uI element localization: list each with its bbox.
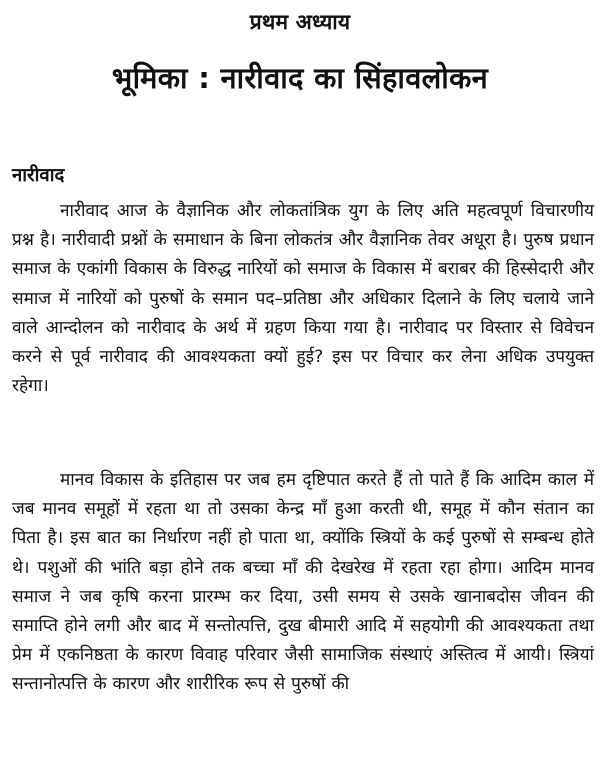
paragraph-1: नारीवाद आज के वैज्ञानिक और लोकतांत्रिक युग के लिए अति महत्वपूर्ण विचारणीय प्रश्न है। नारीवादी प्रश्नों के समाधान के बिना लोकतंत्र और वैज्ञानिक तेवर अधूरा है। पुरुष प्रधान समाज के एकांगी विकास के विरुद्ध नारियों को समाज के विकास में बराबर की हिस्सेदारी और समाज में नारियों को पुरुषों के समान पद–प्रतिष्ठा और अधिकार दिलाने के लिए चलाये जाने वाले आन्दोलन को नारीवाद के अर्थ में ग्रहण किया गया है। नारीवाद पर विस्तार से विवेचन करने से पूर्व नारीवाद की आवश्यकता क्यों हुई? इस पर विचार कर लेना अधिक उपयुक्त रहेगा। [12,201,594,397]
paragraph-2: मानव विकास के इतिहास पर जब हम दृष्टिपात करते हैं तो पाते हैं कि आदिम काल में जब मानव समूहों में रहता था तो उसका केन्द्र माँ हुआ करती थी, समूह में कौन संतान का पिता है। इस बात का निर्धारण नहीं हो पाता था, क्योंकि स्त्रियों के कई पुरुषों से सम्बन्ध होते थे। पशुओं की भांति बड़ा होने तक बच्चा माँ की देखरेख में रहता रहा होगा। आदिम मानव समाज ने जब कृषि करना प्रारम्भ कर दिया, उसी समय से उसके खानाबदोस जीवन की समाप्ति होने लगी और बाद में सन्तोत्पत्ति, दुख बीमारी आदि में सहयोगी की आवश्यकता तथा प्रेम में एकनिष्ठता के कारण विवाह परिवार जैसी सामाजिक संस्थाएं अस्तित्व में आयी। स्त्रियां सन्तानोत्पत्ति के कारण और शारीरिक रूप से पुरुषों की [12,470,594,695]
page-title: भूमिका : नारीवाद का सिंहावलोकन [111,61,489,95]
section-heading: नारीवाद [12,165,65,186]
chapter-label: प्रथम अध्याय [249,10,351,34]
